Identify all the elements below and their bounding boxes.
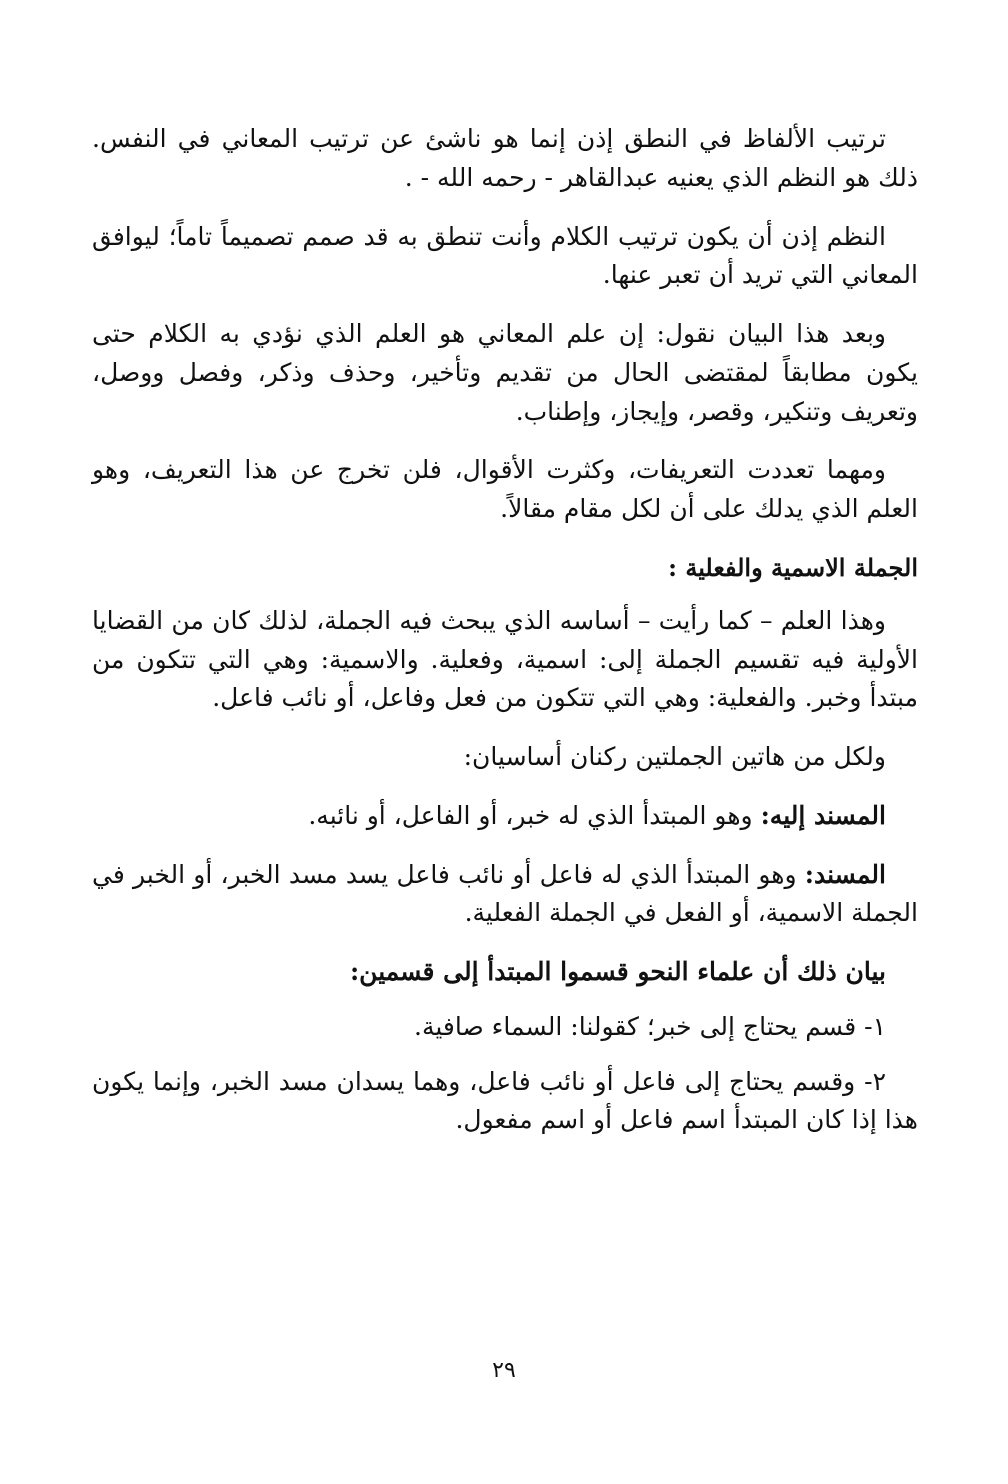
- term-musnad-ilayh-text: وهو المبتدأ الذي له خبر، أو الفاعل، أو نائبه.: [308, 800, 761, 830]
- paragraph-word-order: ترتيب الألفاظ في النطق إذن إنما هو ناشئ عن ترتيب المعاني في النفس. ذلك هو النظم الذي يعنيه عبدالقاهر - رحمه الله - .: [92, 124, 918, 192]
- paragraph-sentence-division: وهذا العلم – كما رأيت – أساسه الذي يبحث فيه الجملة، لذلك كان من القضايا الأولية فيه تقسيم الجملة إلى: اسمية، وفعلية. والاسمية: وهي التي تتكون من مبتدأ وخبر. والفعلية: وهي التي تتكون من فعل وفاعل، أو نائب فاعل.: [92, 605, 918, 713]
- list-item-2: ٢- وقسم يحتاج إلى فاعل أو نائب فاعل، وهما يسدان مسد الخبر، وإنما يكون هذا إذا كان المبتدأ اسم فاعل أو اسم مفعول.: [92, 1066, 918, 1135]
- paragraph-musnad-ilayh: [92, 797, 918, 836]
- paragraph-ilm-al-maani: وبعد هذا البيان نقول: إن علم المعاني هو العلم الذي نؤدي به الكلام حتى يكون مطابقاً لمقتضى الحال من تقديم وتأخير، وحذف وذكر، وفصل ووصل، وتعريف وتنكير، وقصر، وإيجاز، وإطناب.: [92, 319, 918, 426]
- page-number: ٢٩: [492, 1358, 516, 1383]
- paragraph-nazm-definition: النظم إذن أن يكون ترتيب الكلام وأنت تنطق به قد صمم تصميماً تاماً؛ ليوافق المعاني التي تريد أن تعبر عنها.: [92, 221, 918, 290]
- paragraph-definitions: ومهما تعددت التعريفات، وكثرت الأقوال، فلن تخرج عن هذا التعريف، وهو العلم الذي يدلك على أن لكل مقام مقالاً.: [92, 455, 918, 523]
- term-musnad-text: وهو المبتدأ الذي له فاعل أو نائب فاعل يسد مسد الخبر، أو الخبر في الجملة الاسمية، أو الفعل في الجملة الفعلية.: [92, 859, 918, 928]
- page-body: [92, 120, 918, 1156]
- term-musnad-ilayh-label: المسند إليه:: [760, 800, 886, 830]
- paragraph-musnad: [92, 856, 918, 934]
- list-item-1: ١- قسم يحتاج إلى خبر؛ كقولنا: السماء صافية.: [414, 1011, 886, 1041]
- paragraph-two-pillars: ولكل من هاتين الجملتين ركنان أساسيان:: [463, 742, 886, 772]
- section-heading-sentence-types: الجملة الاسمية والفعلية :: [668, 552, 918, 582]
- term-musnad-label: المسند:: [804, 859, 886, 889]
- subheading-mubtada-division: بيان ذلك أن علماء النحو قسموا المبتدأ إلى قسمين:: [349, 957, 886, 987]
